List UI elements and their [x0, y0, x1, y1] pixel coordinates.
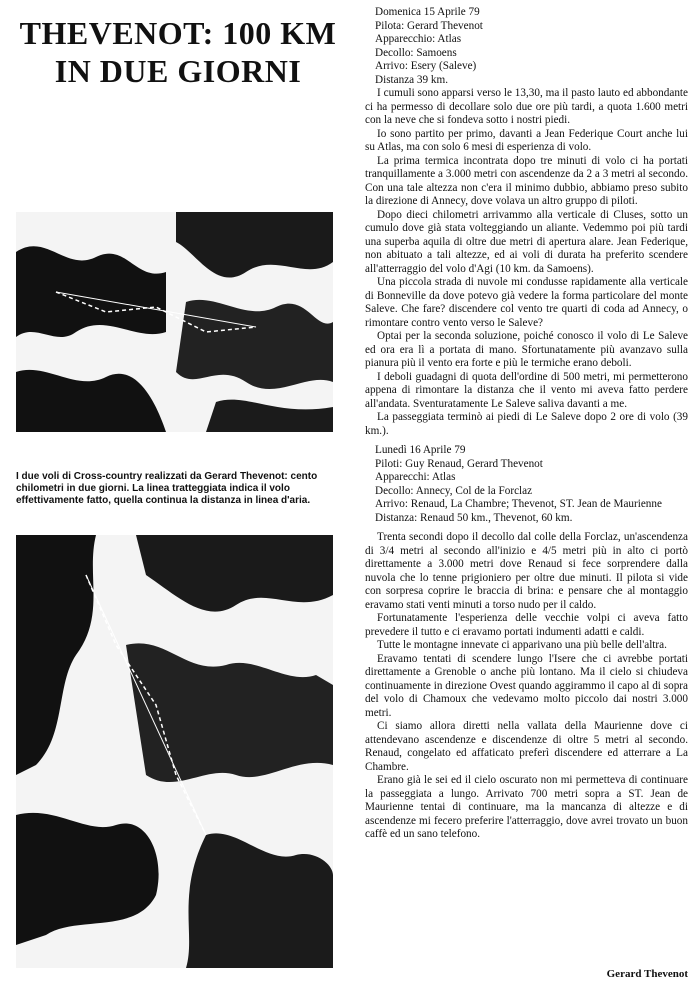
flight1-takeoff: Decollo: Samoens	[375, 46, 457, 59]
flight1-paragraph: Una piccola strada di nuvole mi condusse rapidamente alla verticale di Bonneville da dove potevo già vedere la forma particolare del monte Saleve. Che fare? discendere col vento tre quarti di coda ad Annecy, o rimontare contro vento verso le Saleve?	[365, 276, 688, 329]
flight1-glider: Apparecchio: Atlas	[375, 33, 462, 45]
flight2-pilots: Piloti: Guy Renaud, Gerard Thevenot	[375, 457, 543, 470]
flight1-distance: Distanza 39 km.	[375, 73, 449, 86]
flight2-arrival: Arrivo: Renaud, La Chambre; Thevenot, ST. Jean de Maurienne	[375, 498, 662, 510]
article-body	[365, 6, 688, 842]
flight1-date: Domenica 15 Aprile 79	[375, 6, 480, 18]
flight2-gliders: Apparecchi: Atlas	[375, 471, 456, 483]
flight1-paragraph: Optai per la seconda soluzione, poiché conosco il volo di Le Saleve ed ora era lì a portata di mano. Sfortunatamente più avanzavo sulla pianura più il vento era forte e più le termiche erano deboli.	[365, 330, 688, 369]
flight2-paragraph: Ci siamo allora diretti nella vallata della Maurienne dove ci attendevano ascendenze e discendenze di oltre 5 metri al secondo. Renaud, congelato ed affaticato preferì discendere ed atterrare a La Chambre.	[365, 720, 688, 773]
map-image-1	[16, 212, 333, 432]
flight2-takeoff: Decollo: Annecy, Col de la Forclaz	[375, 484, 533, 497]
flight1-paragraph: Dopo dieci chilometri arrivammo alla verticale di Cluses, sotto un cumulo dove già stata volteggiando un aliante. Vedemmo poi più tardi una superba aquila di oltre due metri di apertura alare. Jean Federique, non abituato a tali altezze, ed ai voli di durata ha preferito scendere all'atterraggio del volo d'Agi (10 km. da Samoens).	[365, 208, 688, 275]
flight1-paragraph: I cumuli sono apparsi verso le 13,30, ma il pasto lauto ed abbondante ci ha permesso di decollare solo due ore più tardi, a quota 1.600 metri con la neve che si fondeva sotto i nostri piedi.	[365, 87, 688, 126]
flight1-paragraph: La prima termica incontrata dopo tre minuti di volo ci ha portati tranquillamente a 3.000 metri con ascendenze da 2 a 3 metri al secondo. Con una tale altezza non c'era il minimo dubbio, abbiamo preso subito la direzione di Annecy, dove volava un altro gruppo di piloti.	[365, 154, 688, 207]
flight1-pilot: Pilota: Gerard Thevenot	[375, 19, 483, 32]
map-caption: I due voli di Cross-country realizzati da Gerard Thevenot: cento chilometri in due giorni. La linea tratteggiata indica il volo effettivamente fatto, quella continua la distanza in linea d'aria.	[16, 471, 318, 506]
flight2-paragraph: Tutte le montagne innevate ci apparivano una più belle dell'altra.	[377, 639, 667, 651]
flight1-paragraph: Io sono partito per primo, davanti a Jean Federique Court anche lui su Atlas, ma con solo 6 mesi di esperienza di volo.	[365, 127, 688, 153]
flight2-paragraph: Fortunatamente l'esperienza delle vecchie volpi ci aveva fatto prevedere il tutto e ci eravamo portati indumenti adatti e caldi.	[365, 612, 688, 638]
article-title	[8, 14, 348, 90]
flight1-paragraph: La passeggiata terminò ai piedi di Le Saleve dopo 2 ore di volo (39 km.).	[365, 411, 688, 437]
title-line-2: IN DUE GIORNI	[54, 53, 302, 89]
flight2-paragraph: Erano già le sei ed il cielo oscurato non mi permetteva di continuare la passeggiata a lungo. Arrivato 700 metri sopra a ST. Jean de Maurienne tentai di continuare, ma la mancanza di altezze e di ascendenze mi fecero preferire l'atterraggio, dove avrei trovato un buon caffè ed un sano telefono.	[365, 774, 688, 840]
flight1-arrival: Arrivo: Esery (Saleve)	[375, 60, 477, 72]
author-signature: Gerard Thevenot	[606, 968, 688, 980]
flight1-paragraph: I deboli guadagni di quota dell'ordine di 500 metri, mi permetterono appena di rimontare la distanza che il vento mi aveva fatto perdere all'andata. Sventuratamente Le Saleve saliva davanti a me.	[365, 370, 688, 410]
map-flight-1	[16, 212, 333, 432]
flight2-date: Lunedì 16 Aprile 79	[375, 444, 466, 456]
flight2-distance: Distanza: Renaud 50 km., Thevenot, 60 km.	[375, 511, 573, 524]
map-image-2	[16, 535, 333, 968]
flight2-paragraph: Eravamo tentati di scendere lungo l'Isere che ci avrebbe portati direttamente a Grenoble o anche più lontano. Ma il cielo si chiudeva continuamente in direzione Ovest quando aggirammo il capo al di sopra del volo di Chamoux che vedevamo molto piccolo dai nostri 3.000 metri.	[365, 652, 688, 719]
flight2-paragraph: Trenta secondi dopo il decollo dal colle della Forclaz, un'ascendenza di 3/4 metri al secondo all'inizio e 4/5 metri più in alto ci portò direttamente a 3.000 metri dove Renaud si fece sorprendere dalla nuvola che lo tenne prigioniero per oltre due minuti. Il pilota si vide con sorpresa coprire le braccia di brina: e pensare che al montaggio eravamo stati venti minuti a torso nudo per il caldo.	[365, 531, 688, 611]
title-line-1: THEVENOT: 100 KM	[19, 15, 337, 51]
map-flight-2	[16, 535, 333, 968]
